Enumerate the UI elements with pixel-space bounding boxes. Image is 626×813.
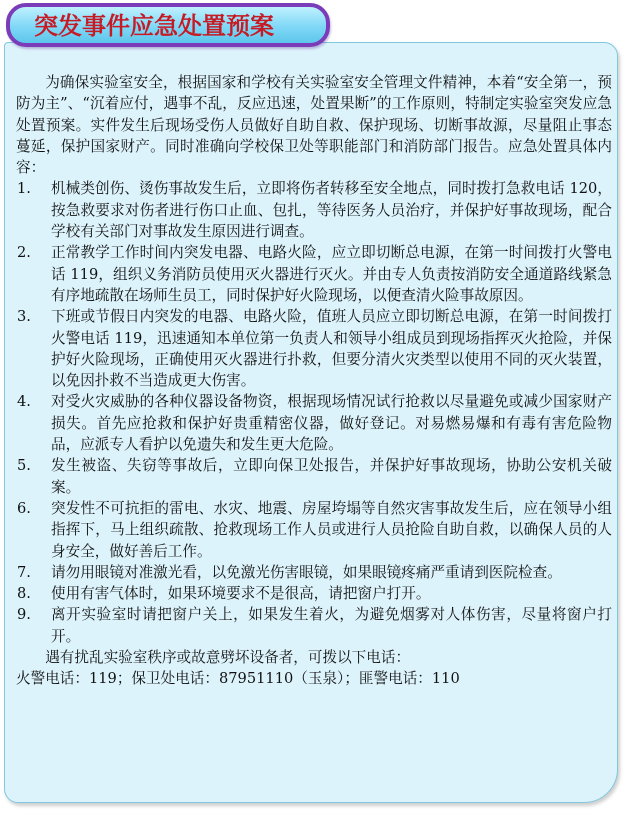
list-item-number: 1. [17,180,31,198]
list-item-8 [16,583,612,604]
list-item-number: 8. [17,585,31,603]
list-item-7 [16,562,612,583]
page-title: 突发事件应急处置预案 [34,12,274,40]
list-item-number: 7. [17,563,31,581]
list-item-number: 2. [17,244,31,262]
list-item-number: 5. [17,457,31,475]
list-item-text: 机械类创伤、烫伤事故发生后，立即将伤者转移至安全地点，同时拨打急救电话 120，按急救要求对伤者进行伤口止血、包扎，等待医务人员治疗，并保护好事故现场，配合学校有关部门对事故发生原因进行调查。 [51,180,612,241]
list-item-6 [16,498,612,562]
list-item-1 [16,178,612,242]
document-body [16,72,612,690]
list-item-text: 请勿用眼镜对准激光看，以免激光伤害眼镜，如果眼镜疼痛严重请到医院检查。 [51,563,562,581]
list-item-text: 正常教学工作时间内突发电器、电路火险，应立即切断总电源，在第一时间拨打火警电话 119，组织义务消防员使用灭火器进行灭火。并由专人负责按消防安全通道路线紧急有序地疏散在场师生员工，同时保护好火险现场，以便查清火险事故原因。 [51,244,612,304]
list-item-text: 离开实验室时请把窗户关上，如果发生着火，为避免烟雾对人体伤害，尽量将窗户打开。 [51,606,612,645]
list-item-number: 6. [17,499,31,517]
list-item-number: 9. [17,606,31,624]
list-item-text: 对受火灾威胁的各种仪器设备物资，根据现场情况试行抢救以尽量避免或减少国家财产损失。首先应抢救和保护好贵重精密仪器，做好登记。对易燃易爆和有毒有害危险物品，应派专人看护以免遗失和发生更大危险。 [51,393,612,454]
list-item-4 [16,391,612,455]
list-item-3 [16,306,612,391]
list-item-5 [16,455,612,498]
closing-paragraph: 遇有扰乱实验室秩序或故意劈坏设备者，可拨以下电话： [45,649,411,667]
list-item-2 [16,242,612,306]
list-item-number: 4. [17,393,31,411]
list-item-number: 3. [17,308,31,326]
list-item-9 [16,604,612,647]
list-item-text: 使用有害气体时，如果环境要求不是很高，请把窗户打开。 [51,585,431,603]
intro-paragraph: 为确保实验室安全，根据国家和学校有关实验室安全管理文件精神，本着“安全第一，预防为主”、“沉着应付，遇事不乱，反应迅速，处置果断”的工作原则，特制定实验室突发应急处置预案。实件发生后现场受伤人员做好自助自救、保护现场、切断事故源，尽量阻止事态蔓延，保护国家财产。同时准确向学校保卫处等职能部门和消防部门报告。应急处置具体内容： [16,74,612,177]
list-item-text: 突发性不可抗拒的雷电、水灾、地震、房屋垮塌等自然灾害事故发生后，应在领导小组指挥下，马上组织疏散、抢救现场工作人员或进行人员抢险自助自救，以确保人员的人身安全，做好善后工作。 [51,499,612,560]
emergency-contacts: 火警电话：119；保卫处电话：87951110（玉泉）；匪警电话：110 [16,670,460,688]
list-item-text: 下班或节假日内突发的电器、电路火险，值班人员应立即切断总电源，在第一时间拨打火警电话 119，迅速通知本单位第一负责人和领导小组成员到现场指挥灭火抢险，并保护好火险现场，正确使用灭火器进行扑救，但要分清火灾类型以使用不同的灭火装置，以免因扑救不当造成更大伤害。 [51,308,612,390]
list-item-text: 发生被盗、失窃等事故后，立即向保卫处报告，并保护好事故现场，协助公安机关破案。 [51,457,612,496]
title-tab [6,3,330,47]
